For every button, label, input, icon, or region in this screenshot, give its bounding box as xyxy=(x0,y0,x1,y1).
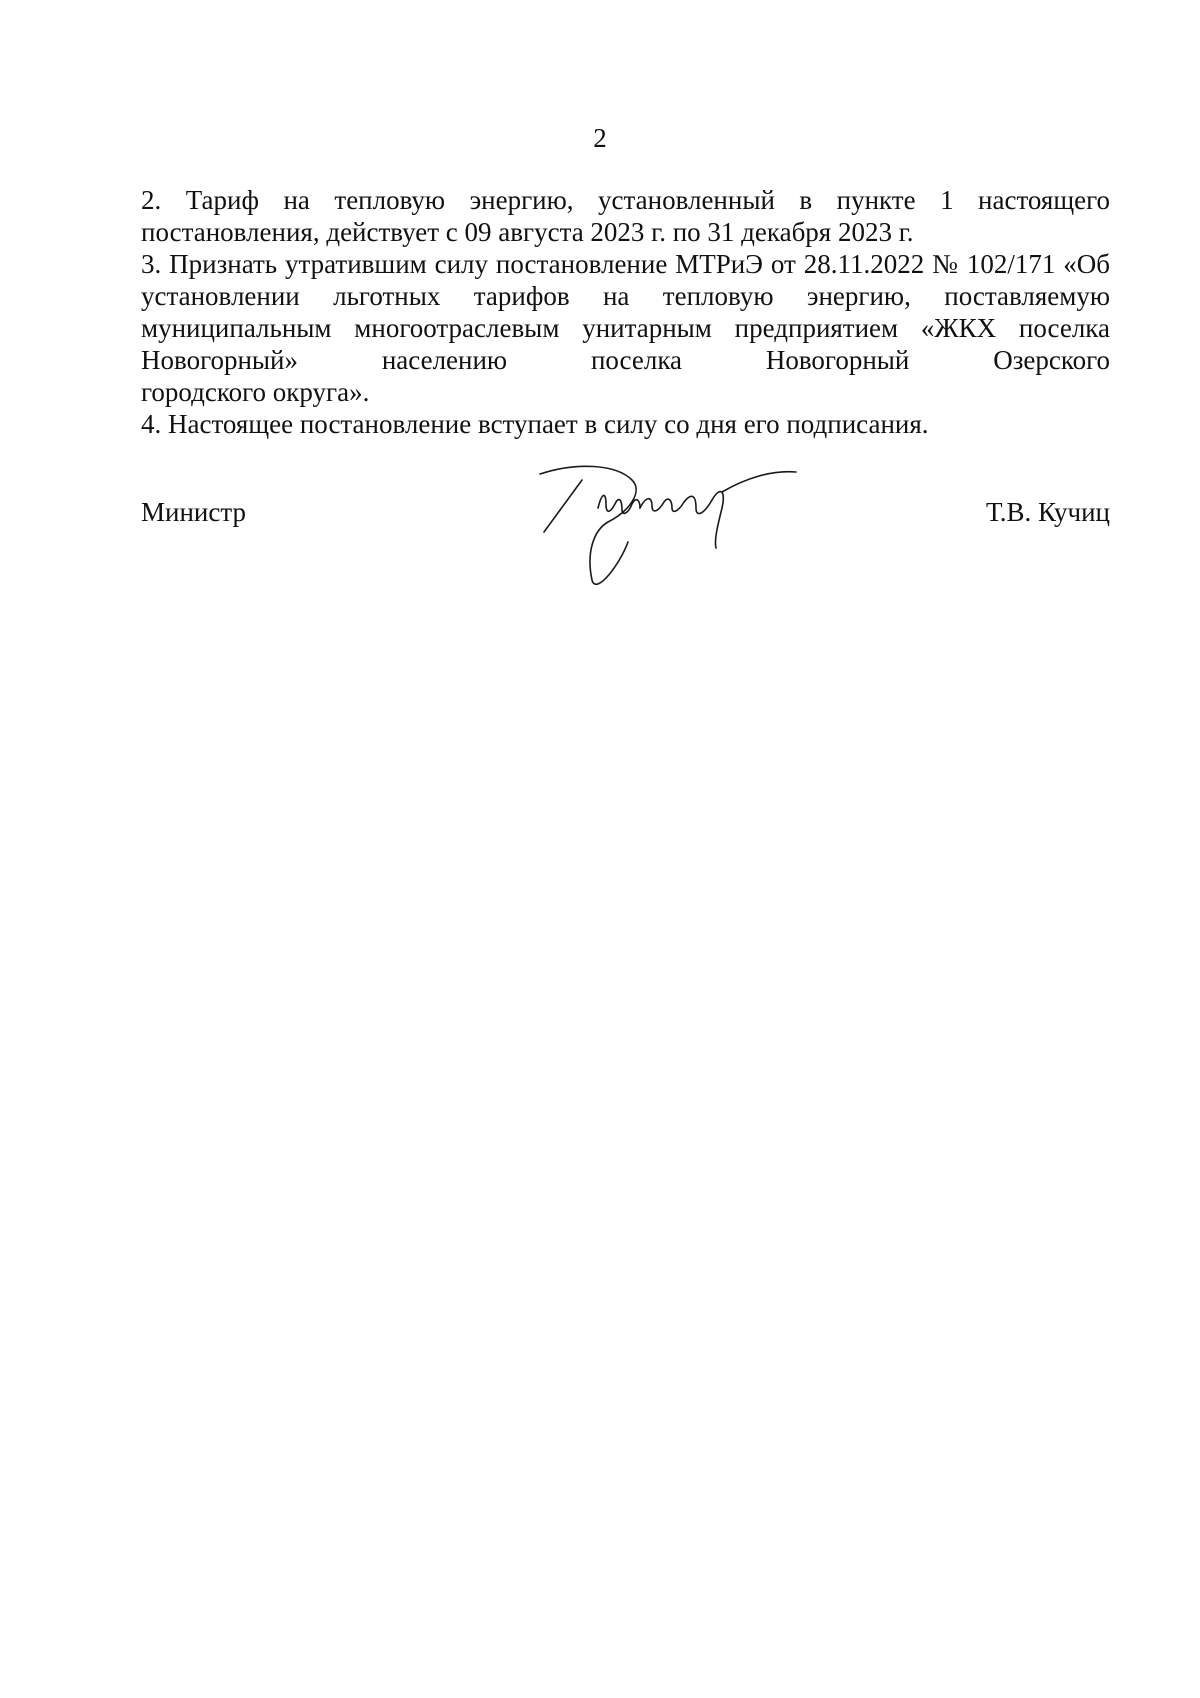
paragraph-4: 4. Настоящее постановление вступает в силу со дня его подписания. xyxy=(141,409,929,439)
signature-stroke-1 xyxy=(544,480,582,532)
document-body xyxy=(141,184,1110,440)
page-number: 2 xyxy=(593,123,607,153)
handwritten-signature xyxy=(536,456,836,596)
signature-stroke-6 xyxy=(722,472,796,492)
paragraph-2-head: 2. Тариф на тепловую энергию, установленный в пункте 1 настоящего xyxy=(141,185,1110,215)
paragraph-3-tail: городского округа». xyxy=(141,377,370,407)
paragraph-3-head: 3. Признать утратившим силу постановление МТРиЭ от 28.11.2022 № 102/171 «Об установлении льготных тарифов на тепловую энергию, поставляемую муниципальным многоотраслевым унитарным предприятием «ЖКХ поселка Новогорный» населению поселка Новогорный Озерского xyxy=(141,249,1110,375)
signer-name: Т.В. Кучиц xyxy=(985,497,1110,527)
signature-stroke-5 xyxy=(684,492,723,548)
signer-title: Министр xyxy=(141,497,246,527)
paragraph-2-tail: постановления, действует с 09 августа 2023 г. по 31 декабря 2023 г. xyxy=(141,217,914,247)
signature-stroke-2 xyxy=(540,466,636,584)
signature-stroke-4 xyxy=(640,499,684,512)
